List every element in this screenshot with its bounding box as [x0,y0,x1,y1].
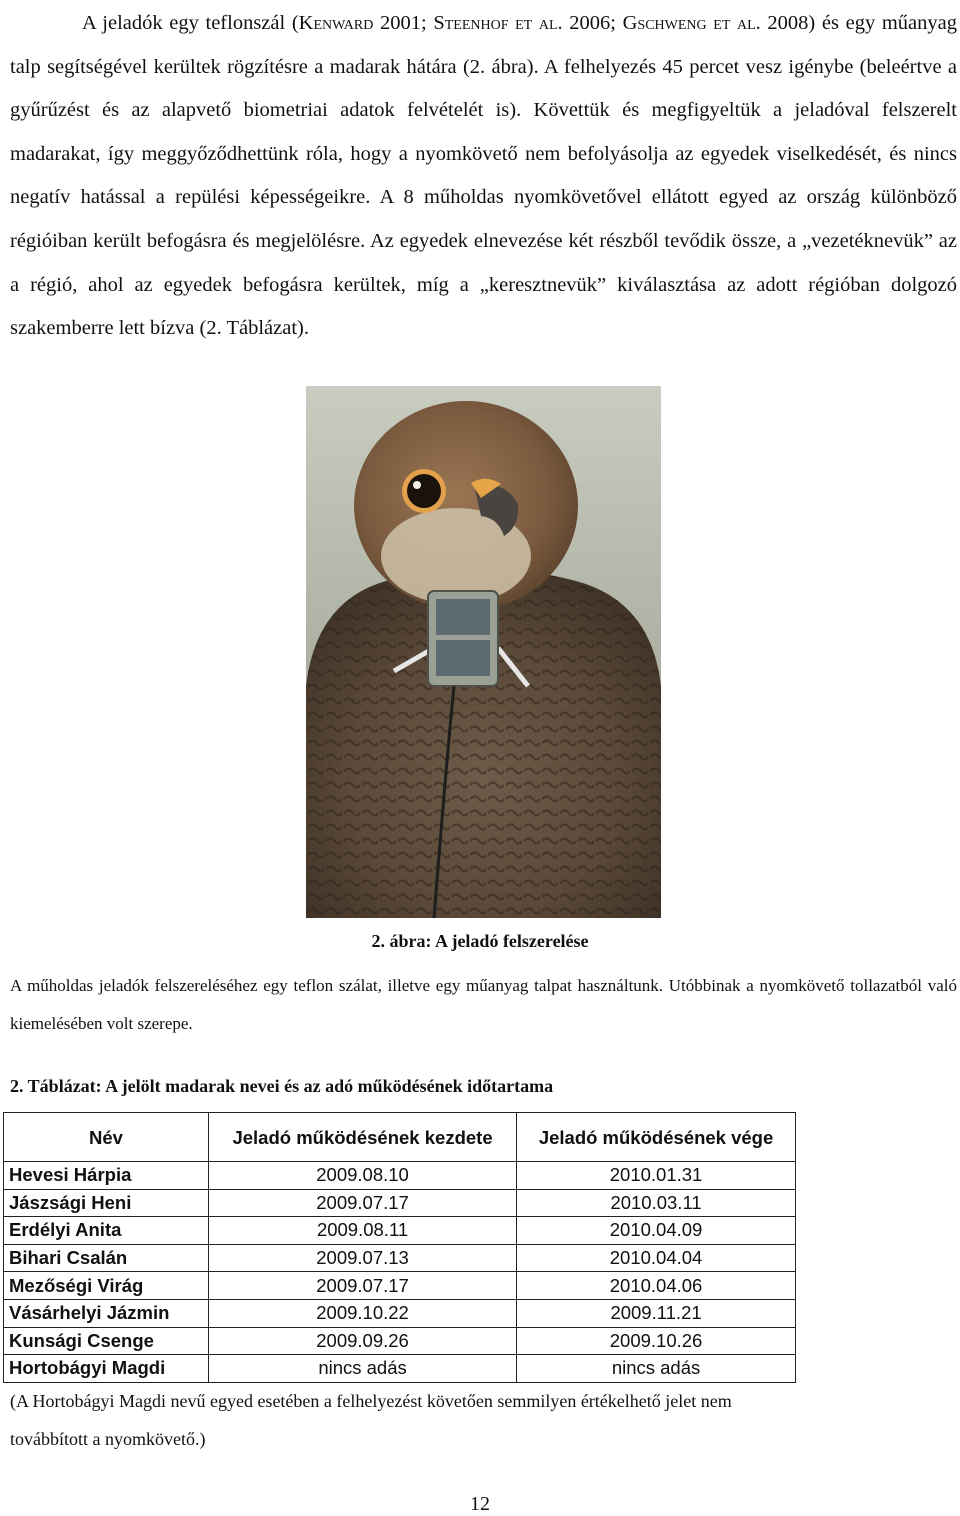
bird-name-cell: Hevesi Hárpia [4,1162,209,1190]
citation-year: 2001; [373,12,434,34]
falcon-eye-highlight [413,481,421,489]
body-text-part: A jeladók egy teflonszál ( [82,12,299,34]
bird-name-cell: Mezőségi Virág [4,1272,209,1300]
falcon-photo-illustration [306,386,661,918]
solar-panel-top [436,599,490,635]
start-date-cell: 2009.07.17 [209,1272,517,1300]
table-row [4,1189,796,1217]
bird-name-cell: Bihari Csalán [4,1244,209,1272]
start-date-cell: 2009.07.13 [209,1244,517,1272]
start-date-cell: 2009.07.17 [209,1189,517,1217]
falcon-photo [306,386,661,918]
end-date-cell: 2010.01.31 [517,1162,796,1190]
table-row [4,1217,796,1245]
end-date-cell: 2009.10.26 [517,1327,796,1355]
end-date-cell: 2010.04.06 [517,1272,796,1300]
citation-year: 2006; [562,12,623,34]
end-date-cell: 2010.04.09 [517,1217,796,1245]
table-row [4,1355,796,1383]
column-header-name: Név [4,1113,209,1162]
bird-name-cell: Erdélyi Anita [4,1217,209,1245]
table-row [4,1327,796,1355]
table-note: (A Hortobágyi Magdi nevű egyed esetében a felhelyezést követően semmilyen értékelhető jelet nem továbbított a nyomkövető.) [10,1391,732,1449]
end-date-cell: 2010.04.04 [517,1244,796,1272]
falcon-eye [407,474,441,508]
table-title: 2. Táblázat: A jelölt madarak nevei és az adó működésének időtartama [10,1076,554,1096]
citation-author: Gschweng et al. [622,12,761,34]
start-date-cell: 2009.08.11 [209,1217,517,1245]
body-text-part: 2008) és egy műanyag talp segítségével kerültek rögzítésre a madarak hátára (2. ábra). A felhelyezés 45 percet vesz igénybe (beleértve a gyűrűzést és az alapvető biometriai adatok felvételét is). Követtük és megfigyeltük a jeladóval felszerelt madarakat, így meggyőződhettünk róla, hogy a nyomkövető nem befolyásolja az egyedek viselkedését, és nincs negatív hatással a repülési képességeikre. A 8 műholdas nyomkövetővel ellátott egyed az ország különböző régióiban került befogásra és megjelölésre. Az egyedek elnevezése két részből tevődik össze, a „vezetéknevük” az a régió, ahol az egyedek befogásra kerültek, míg a „keresztnevük” kiválasztása az adott régióban dolgozó szakemberre lett bízva (2. Táblázat). [10,12,957,340]
citation-author: Steenhof et al. [433,12,563,34]
bird-name-cell: Vásárhelyi Jázmin [4,1299,209,1327]
start-date-cell: 2009.08.10 [209,1162,517,1190]
table-row [4,1162,796,1190]
body-paragraph [10,2,957,351]
end-date-cell: 2010.03.11 [517,1189,796,1217]
bird-name-cell: Kunsági Csenge [4,1327,209,1355]
figure-caption-text: A műholdas jeladók felszereléséhez egy teflon szálat, illetve egy műanyag talpat használtunk. Utóbbinak a nyomkövető tollazatból való kiemelésében volt szerepe. [10,976,957,1033]
table-row [4,1299,796,1327]
table-header-row [4,1113,796,1162]
start-date-cell: 2009.10.22 [209,1299,517,1327]
figure-caption-title: 2. ábra: A jeladó felszerelése [371,931,589,951]
bird-name-cell: Jászsági Heni [4,1189,209,1217]
table-row [4,1272,796,1300]
bird-tracking-table [3,1112,796,1383]
solar-panel-bottom [436,640,490,676]
start-date-cell: 2009.09.26 [209,1327,517,1355]
end-date-cell: 2009.11.21 [517,1299,796,1327]
page-number: 12 [470,1493,490,1515]
bird-name-cell: Hortobágyi Magdi [4,1355,209,1383]
start-date-cell: nincs adás [209,1355,517,1383]
column-header-end: Jeladó működésének vége [517,1113,796,1162]
citation-author: Kenward [298,12,374,34]
column-header-start: Jeladó működésének kezdete [209,1113,517,1162]
table-row [4,1244,796,1272]
end-date-cell: nincs adás [517,1355,796,1383]
